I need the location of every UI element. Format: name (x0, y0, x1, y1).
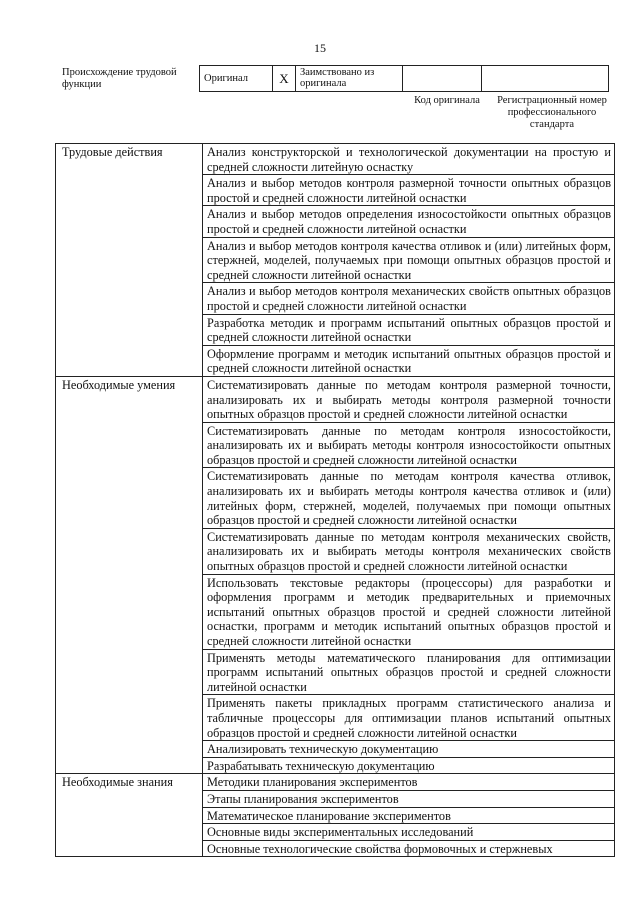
labor-function-table (55, 143, 615, 857)
labor-actions-item: Анализ конструкторской и технологической документации на простую и средней сложности литейную оснастку (203, 144, 615, 175)
labor-actions-item: Анализ и выбор методов контроля размерной точности опытных образцов простой и средней сложности литейной оснастки (203, 175, 615, 206)
required-knowledge-item: Основные виды экспериментальных исследований (203, 824, 615, 841)
required-skills-item: Применять методы математического планирования для оптимизации программ испытаний опытных образцов простой и средней сложности литейной оснастки (203, 649, 615, 695)
code-original-cell (403, 66, 482, 92)
required-skills-item: Разрабатывать техническую документацию (203, 757, 615, 774)
origin-table (199, 65, 609, 92)
table-row (56, 144, 615, 175)
original-mark: X (273, 66, 296, 92)
page-number: 15 (314, 41, 326, 55)
labor-actions-item: Анализ и выбор методов контроля качества отливок и (или) литейных форм, стержней, моделей, получаемых при помощи опытных образцов простой и средней сложности литейной оснастки (203, 237, 615, 283)
labor-actions-item: Оформление программ и методик испытаний опытных образцов простой и средней сложности литейной оснастки (203, 345, 615, 376)
required-skills-item: Систематизировать данные по методам контроля качества отливок, анализировать их и выбирать методы контроля качества отливок и (или) литейных форм, стержней, моделей, получаемых при помощи опытных образцов простой и средней сложности литейной оснастки (203, 468, 615, 528)
required-skills-item: Систематизировать данные по методам контроля размерной точности, анализировать их и выбирать методы контроля размерной точности опытных образцов простой и средней сложности литейной оснастки (203, 376, 615, 422)
table-row (56, 774, 615, 791)
required-skills-item: Использовать текстовые редакторы (процессоры) для разработки и оформления программ и методик предварительных и приемочных испытаний опытных образцов простой и средней сложности литейной оснастки, программ и методик испытаний опытных образцов простой и средней сложности литейной оснастки (203, 574, 615, 649)
reg-number-cell (482, 66, 609, 92)
required-knowledge-heading: Необходимые знания (56, 774, 203, 857)
reg-number-caption: Регистрационный номер профессионального стандарта (497, 95, 607, 130)
required-knowledge-item: Методики планирования экспериментов (203, 774, 615, 791)
required-skills-item: Применять пакеты прикладных программ статистического анализа и табличные процессоры для оптимизации планов испытаний опытных образцов простой и средней сложности литейной оснастки (203, 695, 615, 741)
borrowed-cell: Заимствовано из оригинала (296, 66, 403, 92)
labor-actions-item: Анализ и выбор методов контроля механических свойств опытных образцов простой и средней сложности литейной оснастки (203, 283, 615, 314)
required-knowledge-item: Математическое планирование экспериментов (203, 807, 615, 824)
labor-actions-item: Анализ и выбор методов определения износостойкости опытных образцов простой и средней сложности литейной оснастки (203, 206, 615, 237)
original-cell: Оригинал (200, 66, 273, 92)
required-skills-heading: Необходимые умения (56, 376, 203, 773)
labor-actions-item: Разработка методик и программ испытаний опытных образцов простой и средней сложности литейной оснастки (203, 314, 615, 345)
origin-label: Происхождение трудовой функции (62, 67, 177, 90)
required-skills-item: Систематизировать данные по методам контроля износостойкости, анализировать их и выбирать методы контроля износостойкости опытных образцов простой и средней сложности литейной оснастки (203, 422, 615, 468)
required-knowledge-item: Этапы планирования экспериментов (203, 790, 615, 807)
required-skills-item: Систематизировать данные по методам контроля механических свойств, анализировать их и выбирать методы контроля механических свойств опытных образцов простой и средней сложности литейной оснастки (203, 528, 615, 574)
code-original-caption: Код оригинала (414, 95, 480, 106)
required-knowledge-item: Основные технологические свойства формовочных и стержневых (203, 840, 615, 857)
labor-actions-heading: Трудовые действия (56, 144, 203, 377)
table-row (56, 376, 615, 422)
required-skills-item: Анализировать техническую документацию (203, 741, 615, 758)
